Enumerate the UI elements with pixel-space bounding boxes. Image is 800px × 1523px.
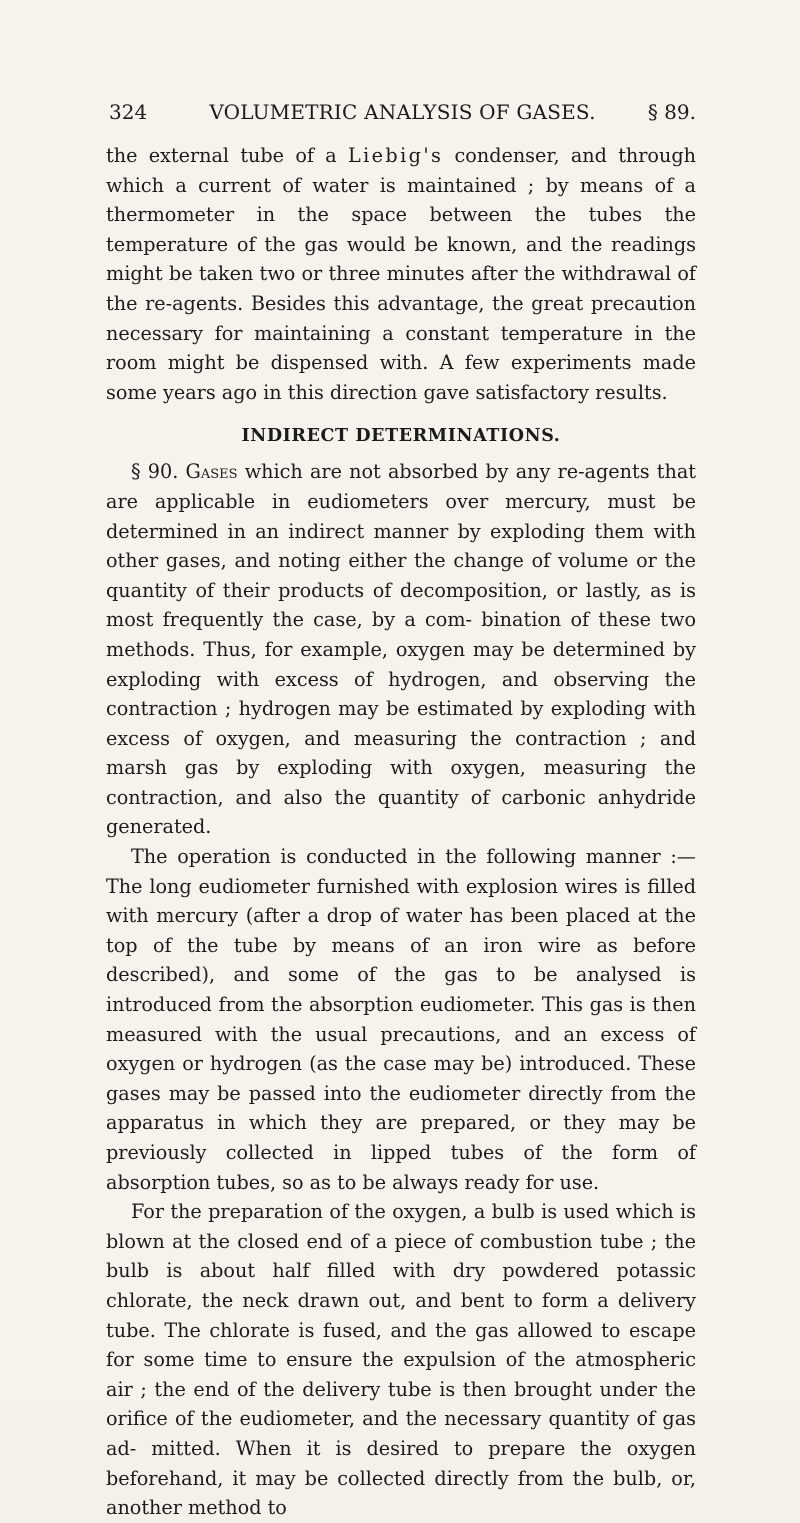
paragraph-1-rest: condenser, and through which a current of water is maintained ; by means of a thermometer in the space between the tubes the temperature of the gas would be known, and the readings might be taken two or three minutes after the withdrawal of the re-agents. Besides this advantage, the great precaution necessary for maintaining a constant temperature in the room might be dispensed with. A few experiments made some years ago in this direction gave satisfactory results.: [106, 144, 696, 404]
paragraph-3: The operation is conducted in the following manner :—The long eudiometer furnished with explosion wires is filled with mercury (after a drop of water has been placed at the top of the tube by means of an iron wire as before described), and some of the gas to be analysed is introduced from the absorption eudiometer. This gas is then measured with the usual precautions, and an excess of oxygen or hydrogen (as the case may be) introduced. These gases may be passed into the eudiometer directly from the apparatus in which they are prepared, or they may be previously collected in lipped tubes of the form of absorption tubes, so as to be always ready for use.: [106, 845, 696, 1194]
running-head: [109, 96, 696, 128]
paragraph-4: For the preparation of the oxygen, a bulb is used which is blown at the closed end of a piece of combustion tube ; the bulb is about half filled with dry powdered potassic chlorate, the neck drawn out, and bent to form a delivery tube. The chlorate is fused, and the gas allowed to escape for some time to ensure the expulsion of the atmospheric air ; the end of the delivery tube is then brought under the orifice of the eudiometer, and the necessary quantity of gas ad- mitted. When it is desired to prepare the oxygen beforehand, it may be collected directly from the bulb, or, another method to: [106, 1200, 696, 1520]
paragraph-1-start: the external tube of a: [106, 144, 348, 167]
body-text: [106, 141, 696, 1523]
page-number: 324: [109, 100, 148, 124]
running-title: VOLUMETRIC ANALYSIS OF GASES.: [209, 100, 596, 124]
liebig-name: Liebig's: [347, 144, 444, 167]
paragraph-1: [106, 141, 696, 407]
paragraph-2-text: which are not absorbed by any re-agents that are applicable in eudiometers over mercury, must be determined in an indirect manner by exploding them with other gases, and noting either the change of volume or the quantity of their products of decomposition, or lastly, as is most frequently the case, by a com- bination of these two methods. Thus, for example, oxygen may be determined by exploding with excess of hydrogen, and observing the contraction ; hydrogen may be estimated by exploding with excess of oxygen, and measuring the contraction ; and marsh gas by exploding with oxygen, measuring the contraction, and also the quantity of carbonic anhydride generated.: [106, 460, 696, 839]
section-number: § 89.: [647, 100, 696, 124]
lead-word: Gases: [185, 460, 238, 484]
section-90-ref: § 90.: [131, 460, 179, 484]
section-heading: INDIRECT DETERMINATIONS.: [241, 426, 561, 447]
paragraph-2: [106, 457, 696, 842]
